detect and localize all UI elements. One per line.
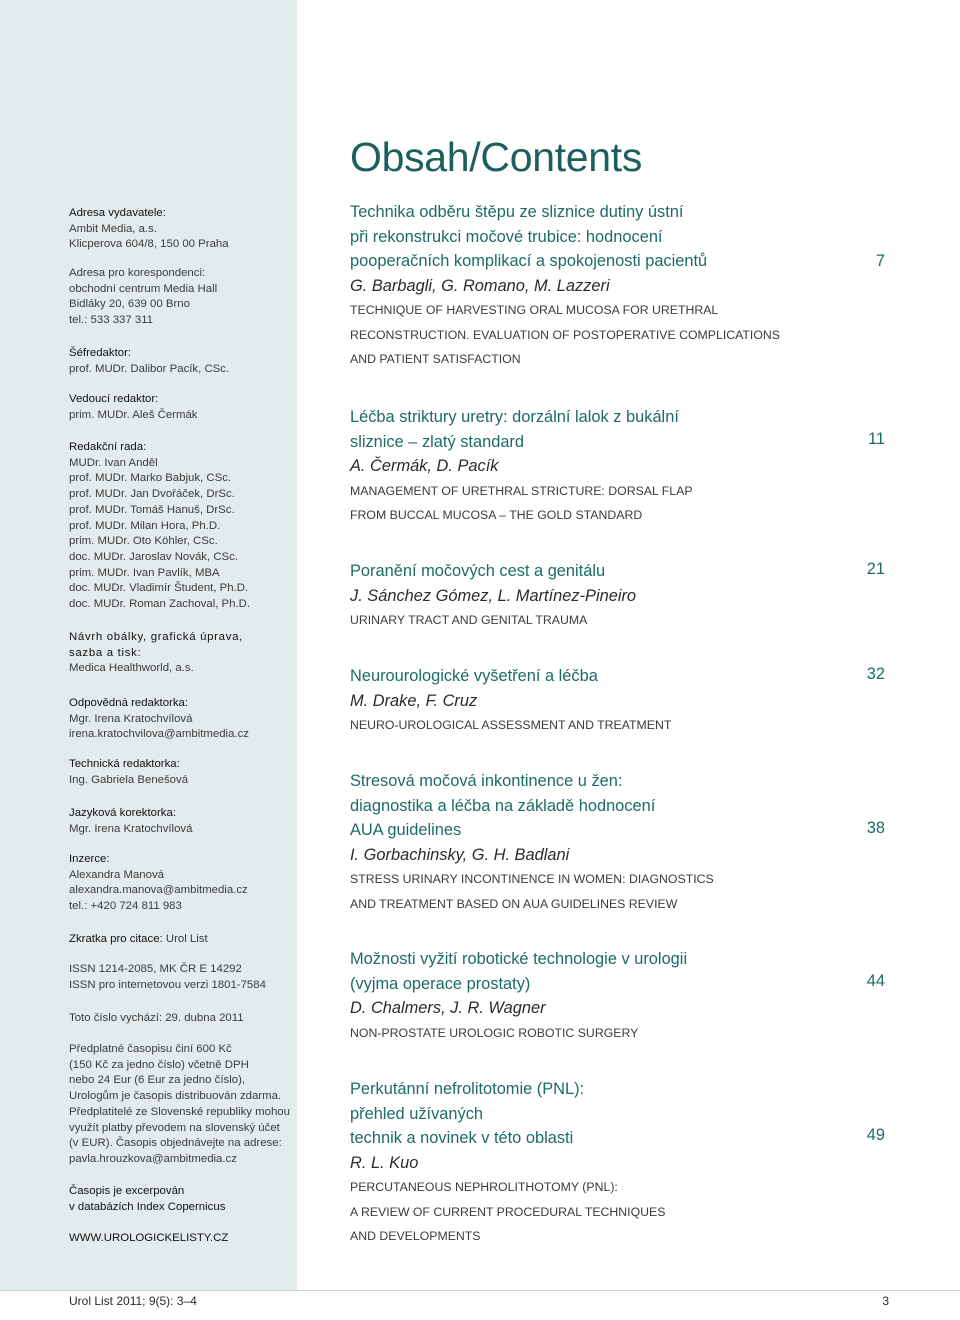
toc-entry[interactable] (350, 405, 890, 528)
ads-phone: tel.: +420 724 811 983 (69, 900, 182, 913)
entry-english-line: NEURO-UROLOGICAL ASSESSMENT AND TREATMENT (350, 718, 672, 732)
ads-label: Inzerce: (69, 853, 110, 865)
entry-authors: M. Drake, F. Cruz (350, 691, 478, 710)
entry-authors: R. L. Kuo (350, 1153, 419, 1172)
ads-block (69, 852, 291, 915)
board-member: prim. MUDr. Oto Köhler, CSc. (69, 535, 218, 548)
indexed-line: v databázích Index Copernicus (69, 1200, 226, 1213)
board-member: prof. MUDr. Tomáš Hanuš, DrSc. (69, 503, 235, 516)
board-member: prof. MUDr. Milan Hora, Ph.D. (69, 519, 221, 532)
chief-editor-name: prof. MUDr. Dalibor Pacík, CSc. (69, 362, 230, 375)
subscription-block (69, 1042, 291, 1168)
board-member: prof. MUDr. Marko Babjuk, CSc. (69, 472, 232, 485)
entry-page-number: 21 (866, 560, 885, 578)
entry-page-number: 44 (866, 972, 885, 990)
board-member: prof. MUDr. Jan Dvořáček, DrSc. (69, 488, 235, 501)
lead-editor-name: prim. MUDr. Aleš Čermák (69, 408, 198, 421)
toc-entry[interactable] (350, 200, 890, 372)
entry-title-line: pooperačních komplikací a spokojenosti pacientů (350, 252, 708, 270)
entry-english-line: NON-PROSTATE UROLOGIC ROBOTIC SURGERY (350, 1025, 639, 1040)
design-block (69, 630, 291, 677)
ads-email[interactable]: alexandra.manova@ambitmedia.cz (69, 884, 248, 897)
subscription-line: Urologům je časopis distribuován zdarma. (69, 1090, 282, 1103)
tech-value: Ing. Gabriela Benešová (69, 773, 189, 786)
entry-title-line: technik a novinek v této oblasti (350, 1129, 574, 1147)
footer-citation: Urol List 2011; 9(5): 3–4 (69, 1294, 197, 1308)
subscription-line: Předplatné časopisu činí 600 Kč (69, 1043, 232, 1055)
footer-page-number: 3 (882, 1294, 889, 1308)
entry-title-line: Léčba striktury uretry: dorzální lalok z bukální (350, 408, 679, 426)
footer-divider (0, 1290, 960, 1291)
entry-title-line: Stresová močová inkontinence u žen: (350, 772, 623, 790)
entry-title-line: přehled užívaných (350, 1104, 484, 1123)
entry-english-line: RECONSTRUCTION. EVALUATION OF POSTOPERATIVE COMPLICATIONS (350, 327, 780, 342)
subscription-line: nebo 24 Eur (6 Eur za jedno číslo), (69, 1074, 246, 1087)
entry-english-line: STRESS URINARY INCONTINENCE IN WOMEN: DIAGNOSTICS (350, 872, 714, 886)
publisher-line: Klicperova 604/8, 150 00 Praha (69, 238, 229, 251)
entry-title-line: Technika odběru štěpu ze sliznice dutiny ústní (350, 203, 684, 221)
responsible-editor-block (69, 696, 291, 743)
editorial-board-block (69, 440, 291, 613)
correspondence-block (69, 266, 291, 329)
entry-authors: A. Čermák, D. Pacík (350, 457, 499, 475)
entry-english-line: AND PATIENT SATISFACTION (350, 352, 521, 366)
entry-english-line: URINARY TRACT AND GENITAL TRAUMA (350, 613, 588, 627)
entry-title-line: Možnosti vyžití robotické technologie v urologii (350, 950, 688, 968)
ads-line: Alexandra Manová (69, 868, 164, 881)
publisher-label: Adresa vydavatele: (69, 207, 166, 219)
lang-value: Mgr. Irena Kratochvílová (69, 822, 193, 835)
entry-page-number: 32 (866, 665, 885, 683)
issn-line: ISSN 1214-2085, MK ČR E 14292 (69, 963, 242, 975)
correspondence-line: obchodní centrum Media Hall (69, 282, 218, 295)
lang-label: Jazyková korektorka: (69, 807, 176, 819)
citation-abbrev-block (69, 932, 291, 948)
entry-title-line: (vyjma operace prostaty) (350, 974, 531, 993)
responsible-label: Odpovědná redaktorka: (69, 697, 189, 709)
entry-english-line: A REVIEW OF CURRENT PROCEDURAL TECHNIQUES (350, 1204, 666, 1219)
board-label: Redakční rada: (69, 441, 147, 453)
subscription-email[interactable]: pavla.hrouzkova@ambitmedia.cz (69, 1152, 237, 1165)
entry-english-line: PERCUTANEOUS NEPHROLITHOTOMY (PNL): (350, 1180, 618, 1194)
design-value: Medica Healthworld, a.s. (69, 662, 194, 675)
lead-editor-label: Vedoucí redaktor: (69, 393, 159, 405)
chief-editor-block (69, 346, 291, 377)
publisher-line: Ambit Media, a.s. (69, 222, 157, 235)
responsible-email[interactable]: irena.kratochvilova@ambitmedia.cz (69, 728, 249, 741)
tech-label: Technická redaktorka: (69, 758, 180, 770)
subscription-line: (150 Kč za jedno číslo) včetně DPH (69, 1058, 249, 1071)
correspondence-line: tel.: 533 337 311 (69, 314, 154, 327)
design-label: sazba a tisk: (69, 646, 142, 659)
toc-entry[interactable] (350, 1077, 890, 1249)
page-title: Obsah/Contents (350, 134, 643, 180)
publisher-block (69, 206, 291, 253)
entry-authors: J. Sánchez Gómez, L. Martínez-Pineiro (350, 586, 637, 605)
entry-page-number: 49 (866, 1126, 885, 1144)
issn-line: ISSN pro internetovou verzi 1801-7584 (69, 978, 266, 991)
entry-title-line: Poranění močových cest a genitálu (350, 562, 606, 580)
entry-title-line: AUA guidelines (350, 821, 462, 839)
cite-label: Zkratka pro citace: (69, 933, 163, 945)
entry-title-line: Perkutánní nefrolitotomie (PNL): (350, 1080, 585, 1098)
entry-english-line: FROM BUCCAL MUCOSA – THE GOLD STANDARD (350, 508, 643, 522)
entry-english-line: AND TREATMENT BASED ON AUA GUIDELINES REVIEW (350, 896, 678, 911)
entry-page-number: 38 (866, 819, 885, 837)
indexed-line: Časopis je excerpován (69, 1185, 185, 1197)
entry-title-line: Neurourologické vyšetření a léčba (350, 667, 598, 685)
entry-title-line: diagnostika a léčba na základě hodnocení (350, 796, 656, 815)
entry-authors: D. Chalmers, J. R. Wagner (350, 999, 546, 1017)
entry-title-line: sliznice – zlatý standard (350, 432, 525, 451)
entry-english-line: MANAGEMENT OF URETHRAL STRICTURE: DORSAL FLAP (350, 483, 693, 498)
release-date: Toto číslo vychází: 29. dubna 2011 (69, 1012, 244, 1024)
issn-block (69, 962, 291, 993)
tech-editor-block (69, 757, 291, 788)
toc-entry[interactable] (350, 559, 890, 633)
entry-english-line: TECHNIQUE OF HARVESTING ORAL MUCOSA FOR URETHRAL (350, 303, 719, 317)
board-member: doc. MUDr. Jaroslav Novák, CSc. (69, 550, 239, 563)
board-member: doc. MUDr. Roman Zachoval, Ph.D. (69, 598, 251, 611)
lang-editor-block (69, 806, 291, 837)
indexed-block (69, 1184, 291, 1215)
entry-authors: G. Barbagli, G. Romano, M. Lazzeri (350, 276, 610, 295)
entry-page-number: 7 (875, 252, 885, 270)
correspondence-line: Bidláky 20, 639 00 Brno (69, 298, 190, 311)
subscription-line: využít platby převodem na slovenský účet (69, 1121, 280, 1134)
responsible-line: Mgr. Irena Kratochvílová (69, 712, 193, 725)
board-member: MUDr. Ivan Anděl (69, 456, 158, 469)
board-member: doc. MUDr. Vladimír Študent, Ph.D. (69, 582, 249, 595)
lead-editor-block (69, 392, 291, 423)
subscription-line: Předplatitelé ze Slovenské republiky mohou (69, 1105, 290, 1118)
entry-authors: I. Gorbachinsky, G. H. Badlani (350, 845, 570, 864)
entry-page-number: 11 (867, 430, 885, 448)
entry-english-line: AND DEVELOPMENTS (350, 1229, 481, 1243)
release-block (69, 1011, 291, 1027)
board-member: prim. MUDr. Ivan Pavlík, MBA (69, 566, 220, 579)
subscription-line: (v EUR). Časopis objednávejte na adrese: (69, 1137, 282, 1150)
entry-title-line: při rekonstrukci močové trubice: hodnocení (350, 227, 663, 246)
toc-entry[interactable] (350, 947, 890, 1045)
cite-value: Urol List (165, 933, 208, 945)
toc-entry[interactable] (350, 769, 890, 916)
website-link[interactable]: WWW.UROLOGICKELISTY.CZ (69, 1232, 229, 1244)
chief-editor-label: Šéfredaktor: (69, 347, 132, 359)
toc-entry[interactable] (350, 664, 890, 738)
correspondence-label: Adresa pro korespondenci: (69, 267, 206, 279)
design-label: Návrh obálky, grafická úprava, (69, 631, 243, 643)
website-block (69, 1231, 291, 1247)
